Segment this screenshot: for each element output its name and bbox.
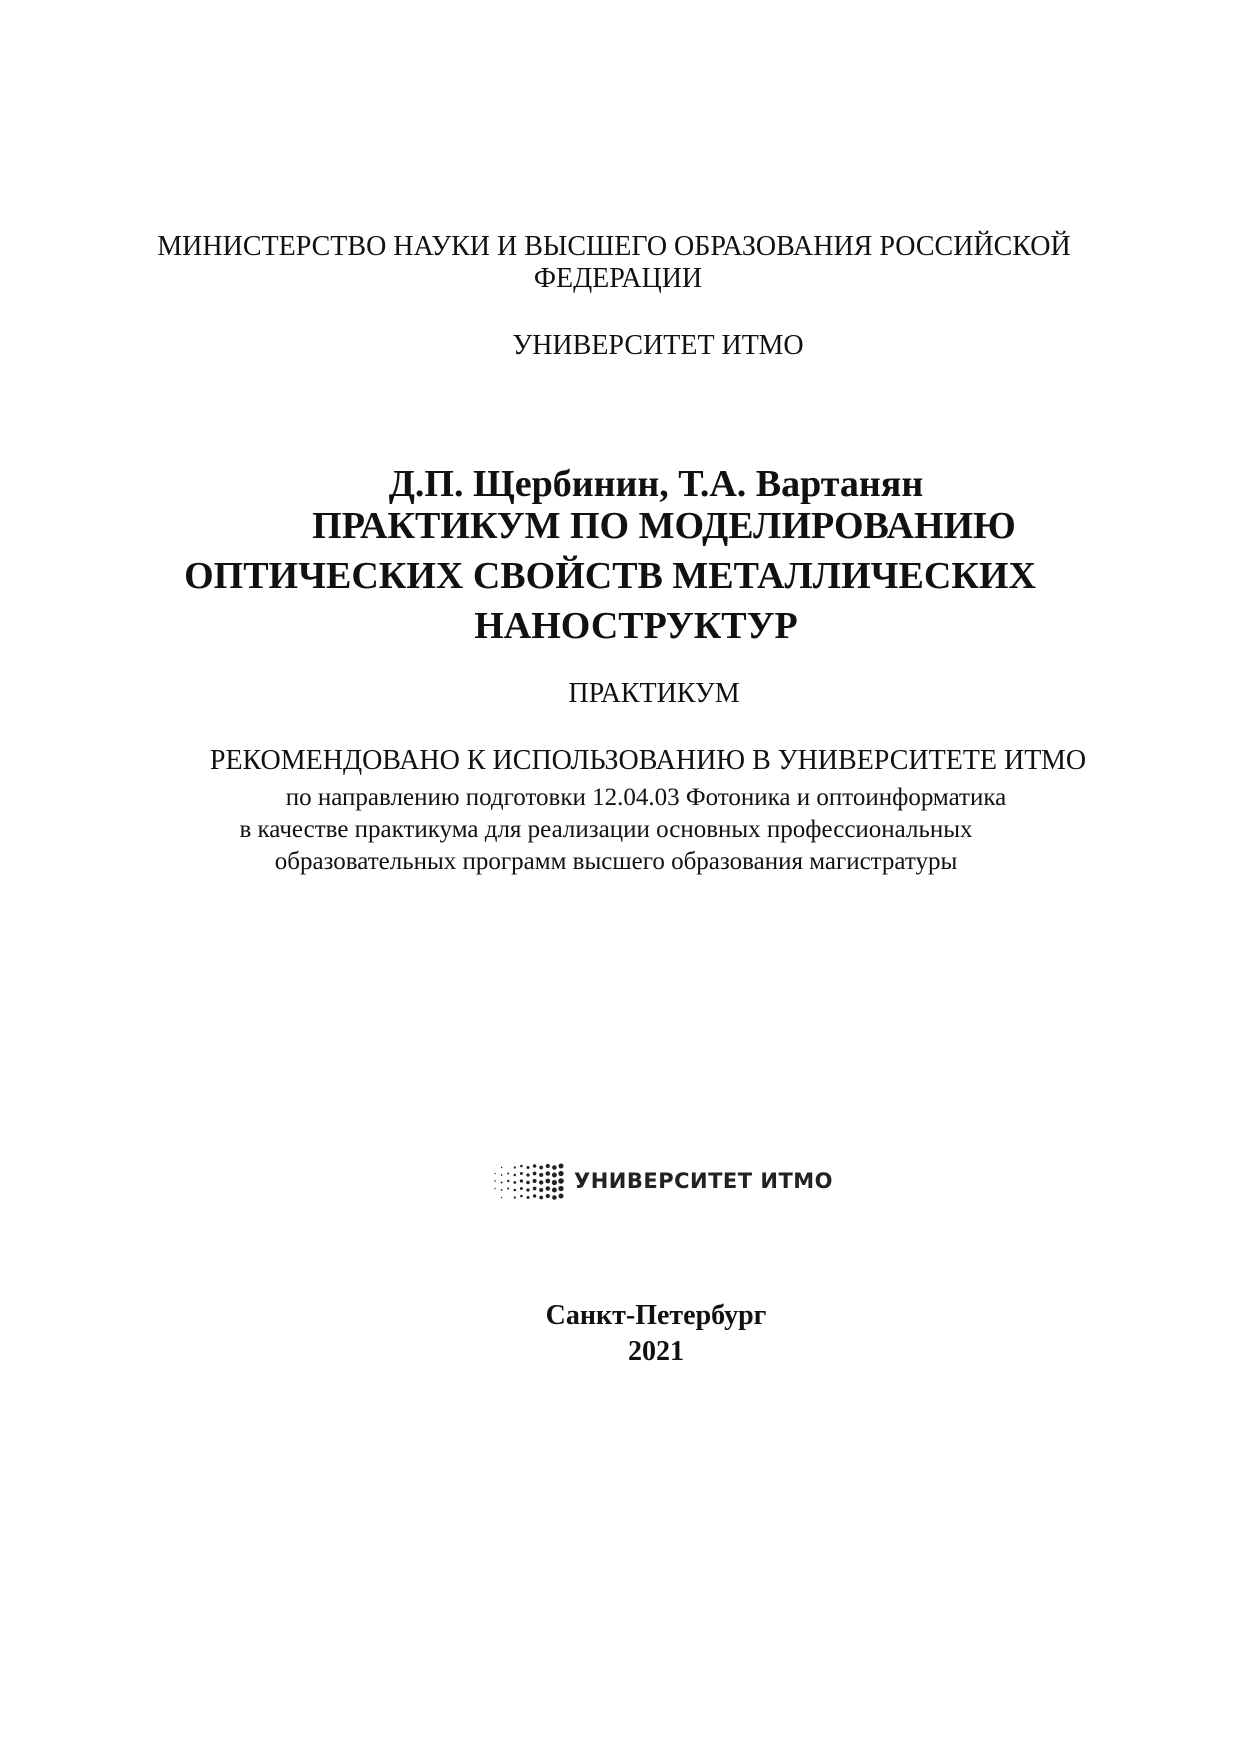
logo-dot [533, 1187, 537, 1191]
logo-dot [552, 1173, 557, 1178]
publication-year: 2021 [628, 1336, 684, 1367]
logo-dot [539, 1173, 543, 1177]
logo-dot [526, 1181, 530, 1185]
logo-dot [539, 1180, 543, 1184]
itmo-dots-logo-icon [492, 1162, 566, 1200]
logo-dot [539, 1188, 543, 1192]
logo-dot [494, 1180, 496, 1182]
logo-dot [533, 1172, 537, 1176]
document-type: ПРАКТИКУМ [568, 678, 740, 709]
logo-dot [533, 1164, 536, 1167]
logo-dot [526, 1173, 529, 1176]
itmo-logo [492, 1162, 833, 1200]
recommendation-line-2: в качестве практикума для реализации основных профессиональных [239, 816, 973, 843]
logo-dot [507, 1180, 509, 1182]
logo-dot [520, 1165, 523, 1168]
logo-dot [558, 1178, 564, 1184]
logo-dot [539, 1166, 543, 1170]
logo-dot [527, 1166, 530, 1169]
logo-dot [533, 1179, 537, 1183]
book-title-line-1: ПРАКТИКУМ ПО МОДЕЛИРОВАНИЮ [312, 505, 1016, 547]
logo-dot [520, 1172, 523, 1175]
publication-city: Санкт-Петербург [545, 1300, 767, 1331]
logo-dot [514, 1189, 517, 1192]
logo-dot [552, 1195, 557, 1200]
logo-dot [546, 1164, 550, 1168]
university-name: УНИВЕРСИТЕТ ИТМО [512, 330, 804, 361]
logo-dot [558, 1171, 563, 1176]
authors: Д.П. Щербинин, Т.А. Вартанян [388, 463, 924, 505]
logo-dot [513, 1181, 516, 1184]
logo-text: УНИВЕРСИТЕТ ИТМО [574, 1169, 834, 1193]
book-title-line-2: ОПТИЧЕСКИХ СВОЙСТВ МЕТАЛЛИЧЕСКИХ [184, 555, 1036, 597]
logo-dot [520, 1195, 523, 1198]
logo-dot [501, 1167, 502, 1168]
recommendation-line-1: по направлению подготовки 12.04.03 Фотоника и оптоинформатика [285, 784, 1007, 811]
logo-dot [546, 1186, 551, 1191]
logo-dot [552, 1180, 557, 1185]
logo-dot [514, 1166, 516, 1168]
logo-dot [559, 1164, 564, 1169]
logo-dot [527, 1196, 530, 1199]
logo-dot [552, 1165, 557, 1170]
logo-dot [501, 1189, 503, 1191]
ministry-line-2: ФЕДЕРАЦИИ [533, 263, 703, 294]
logo-dot [559, 1194, 564, 1199]
logo-dot [545, 1179, 550, 1184]
logo-dot [514, 1196, 516, 1198]
logo-dot [494, 1173, 495, 1174]
logo-dot [546, 1171, 551, 1176]
logo-dot [507, 1187, 509, 1189]
book-title-line-3: НАНОСТРУКТУР [474, 605, 798, 647]
recommendation-line-3: образовательных программ высшего образования магистратуры [274, 848, 958, 875]
logo-dot [520, 1179, 523, 1182]
logo-dot [514, 1174, 517, 1177]
logo-dot [552, 1188, 557, 1193]
ministry-line-1: МИНИСТЕРСТВО НАУКИ И ВЫСШЕГО ОБРАЗОВАНИЯ РОССИЙСКОЙ [157, 231, 1071, 262]
recommendation-heading: РЕКОМЕНДОВАНО К ИСПОЛЬЗОВАНИЮ В УНИВЕРСИТЕТЕ ИТМО [209, 745, 1087, 776]
logo-dot [539, 1196, 543, 1200]
logo-dot [526, 1188, 529, 1191]
logo-dot [501, 1174, 503, 1176]
logo-dot [501, 1182, 503, 1184]
logo-dot [558, 1186, 563, 1191]
logo-dot [520, 1187, 523, 1190]
logo-dot [507, 1172, 509, 1174]
logo-dot [494, 1188, 495, 1189]
logo-dot [533, 1194, 536, 1197]
logo-dot [546, 1194, 550, 1198]
logo-dot [501, 1197, 502, 1198]
